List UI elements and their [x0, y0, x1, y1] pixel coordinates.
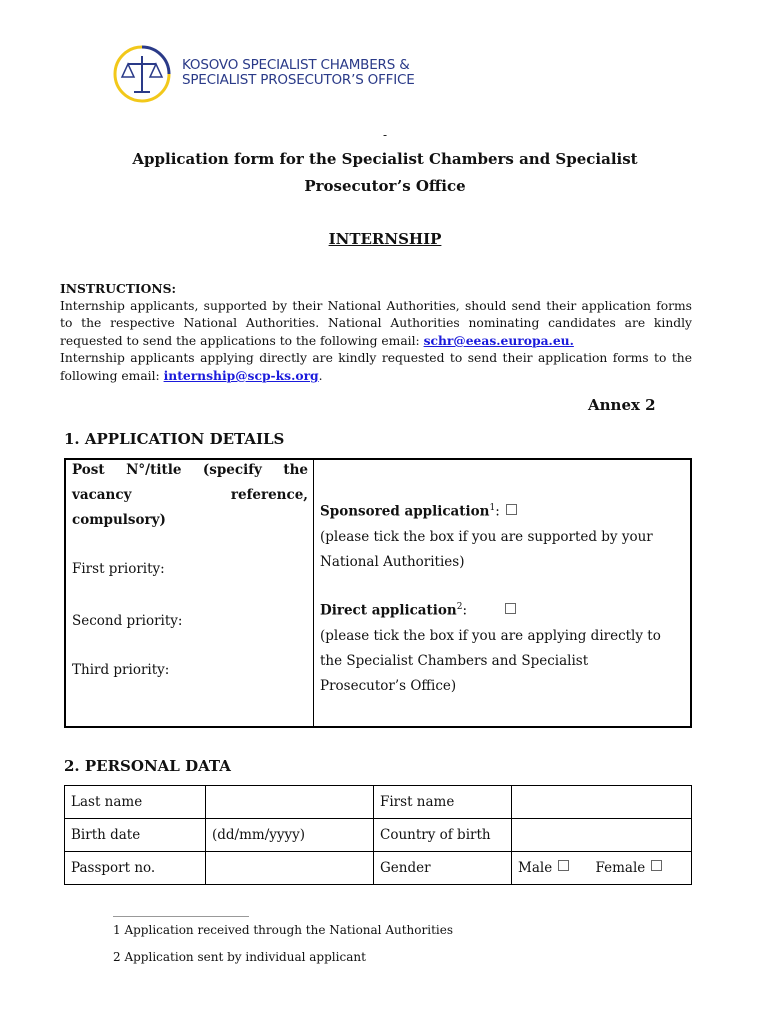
- country-of-birth-label: Country of birth: [374, 819, 512, 852]
- table-divider: [313, 460, 314, 726]
- form-title-line-1: Application form for the Specialist Chambers and Specialist: [132, 150, 638, 168]
- national-authorities-email-link[interactable]: schr@eeas.europa.eu.: [423, 333, 574, 348]
- last-name-field[interactable]: [206, 786, 374, 819]
- table-row: [65, 786, 692, 819]
- direct-note-line-2: the Specialist Chambers and Specialist: [320, 652, 589, 669]
- gender-label: Gender: [374, 852, 512, 885]
- first-name-field[interactable]: [512, 786, 692, 819]
- male-label: Male: [518, 860, 553, 876]
- sponsored-label: Sponsored application: [320, 503, 490, 520]
- footnote-ref-1: 1: [489, 503, 496, 513]
- annex-label: Annex 2: [588, 396, 656, 414]
- org-line-2: SPECIALIST PROSECUTOR’S OFFICE: [182, 72, 415, 88]
- section-1-heading: 1. APPLICATION DETAILS: [64, 430, 285, 448]
- direct-checkbox[interactable]: [505, 603, 516, 614]
- instructions-heading: INSTRUCTIONS:: [60, 281, 177, 296]
- footnote-ref-2: 2: [456, 602, 463, 612]
- sponsored-note-line-1: (please tick the box if you are supported by your: [320, 528, 653, 545]
- sponsored-note-line-2: National Authorities): [320, 553, 465, 570]
- post-line-2: vacancy reference,: [72, 487, 308, 503]
- sponsored-checkbox[interactable]: [506, 504, 517, 515]
- footnote-2: 2 Application sent by individual applicant: [113, 950, 366, 964]
- post-title-label: [72, 458, 308, 533]
- scales-of-justice-logo-icon: [112, 44, 182, 104]
- section-2-heading: 2. PERSONAL DATA: [64, 757, 231, 775]
- male-checkbox[interactable]: [558, 860, 569, 871]
- form-subtitle: [0, 230, 770, 248]
- footnote-1: 1 Application received through the National Authorities: [113, 923, 454, 937]
- subtitle-text: INTERNSHIP: [328, 230, 442, 248]
- post-line-3: compulsory): [72, 512, 166, 528]
- last-name-label: Last name: [65, 786, 206, 819]
- colon: :: [495, 503, 500, 520]
- instructions-block: [60, 280, 692, 385]
- organization-name: [182, 58, 415, 88]
- sponsored-application-block: [320, 496, 680, 575]
- first-priority-label: First priority:: [72, 561, 165, 577]
- instructions-para-2: Internship applicants applying directly are kindly requested to send their application forms to the following email:: [60, 351, 692, 383]
- third-priority-label: Third priority:: [72, 662, 170, 678]
- table-row: [65, 852, 692, 885]
- direct-application-block: [320, 595, 680, 699]
- application-details-table: [64, 458, 692, 728]
- first-name-label: First name: [374, 786, 512, 819]
- internship-email-link[interactable]: internship@scp-ks.org: [163, 368, 319, 383]
- period: .: [318, 369, 323, 383]
- gender-field: [512, 852, 692, 885]
- passport-field[interactable]: [206, 852, 374, 885]
- colon: :: [462, 602, 468, 619]
- dash-mark: -: [383, 128, 388, 142]
- female-label: Female: [595, 860, 646, 876]
- form-title-line-2: Prosecutor’s Office: [304, 177, 466, 195]
- birth-date-label: Birth date: [65, 819, 206, 852]
- country-of-birth-field[interactable]: [512, 819, 692, 852]
- personal-data-table: [64, 785, 692, 885]
- instructions-para-1: Internship applicants, supported by their National Authorities, should send their application forms to the respective National Authorities. National Authorities nominating candidates are kindly requested to send the applications to the following email:: [60, 299, 692, 348]
- table-row: [65, 819, 692, 852]
- female-checkbox[interactable]: [651, 860, 662, 871]
- birth-date-field[interactable]: (dd/mm/yyyy): [206, 819, 374, 852]
- org-line-1: KOSOVO SPECIALIST CHAMBERS &: [182, 57, 410, 73]
- direct-label: Direct application: [320, 602, 457, 619]
- second-priority-label: Second priority:: [72, 613, 183, 629]
- direct-note-line-1: (please tick the box if you are applying directly to: [320, 627, 661, 644]
- direct-note-line-3: Prosecutor’s Office): [320, 677, 457, 694]
- footnote-separator: [113, 916, 249, 917]
- passport-label: Passport no.: [65, 852, 206, 885]
- post-line-1: Post N°/title (specify the: [72, 462, 308, 478]
